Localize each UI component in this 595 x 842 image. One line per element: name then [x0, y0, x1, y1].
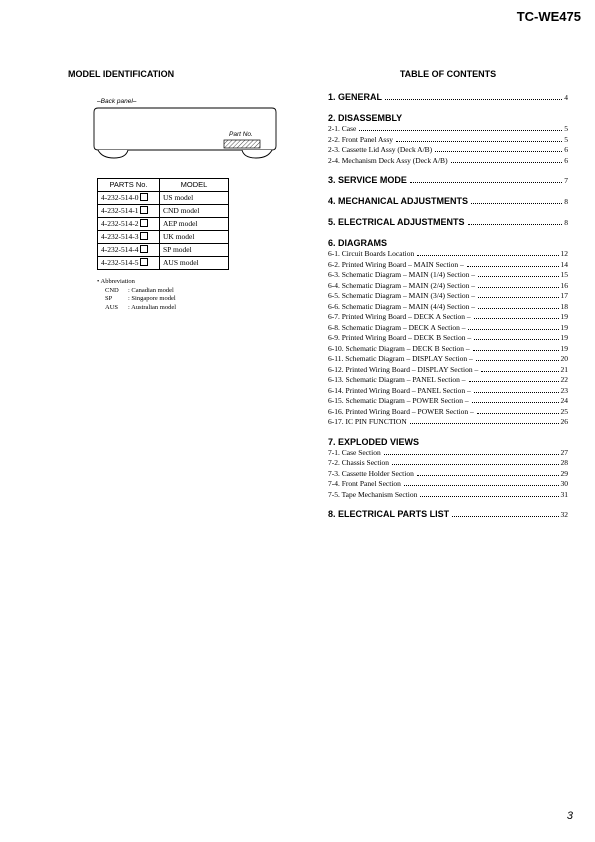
dot-leader [474, 392, 559, 393]
abbreviation-notes [97, 278, 176, 313]
dot-leader [474, 339, 558, 340]
toc-item[interactable] [328, 312, 568, 323]
toc-item-page: 12 [560, 249, 568, 258]
toc-page-number: 32 [560, 510, 568, 519]
parts-no-cell [98, 231, 160, 244]
table-row [98, 244, 229, 257]
toc-section-title: 3. SERVICE MODE [328, 175, 407, 185]
toc-section-heading[interactable] [328, 113, 568, 123]
page-number: 3 [566, 810, 573, 822]
toc-item-page: 18 [560, 301, 568, 311]
dot-leader [420, 496, 558, 497]
dot-leader [392, 464, 558, 465]
toc-section-title: 8. ELECTRICAL PARTS LIST [328, 509, 450, 519]
parts-no-text: 4-232-514-3 [101, 232, 139, 241]
toc-section-title: 2. DISASSEMBLY [328, 113, 403, 123]
toc-item[interactable] [328, 135, 568, 146]
toc-section [328, 238, 568, 428]
toc-item-page: 16 [560, 280, 568, 290]
toc-item-label: 2-2. Front Panel Assy [328, 134, 394, 144]
toc-item[interactable] [328, 375, 568, 386]
abbreviation-key: CND [105, 286, 119, 294]
dot-leader [468, 224, 563, 225]
toc-section-title: 6. DIAGRAMS [328, 238, 388, 248]
dot-leader [477, 413, 559, 414]
abbreviation-title: • Abbreviation [97, 278, 135, 285]
table-row [98, 257, 229, 270]
abbreviation-item [97, 295, 176, 304]
toc-item-page: 5 [564, 124, 568, 133]
parts-no-cell [98, 244, 160, 257]
toc-section-heading[interactable] [328, 92, 568, 102]
toc-item[interactable] [328, 344, 568, 355]
abbreviation-item [97, 304, 176, 313]
toc-item-page: 19 [560, 333, 568, 342]
toc-section-heading[interactable] [328, 238, 568, 248]
abbreviation-value: : Canadian model [128, 286, 174, 294]
toc-item-label: 6-9. Printed Wiring Board – DECK B Section – [328, 333, 472, 342]
dot-leader [404, 485, 559, 486]
dot-leader [478, 308, 558, 309]
toc-section-title: 5. ELECTRICAL ADJUSTMENTS [328, 217, 465, 227]
toc-item[interactable] [328, 281, 568, 292]
toc-item-label: 7-4. Front Panel Section [328, 479, 401, 488]
model-number: TC-WE475 [516, 9, 581, 24]
suffix-box-icon [140, 219, 148, 227]
toc-item-page: 6 [564, 145, 568, 154]
toc-item-label: 6-10. Schematic Diagram – DECK B Section – [328, 343, 470, 353]
dot-leader [472, 402, 559, 403]
toc-item-label: 6-12. Printed Wiring Board – DISPLAY Section – [328, 364, 479, 374]
toc-item-label: 6-8. Schematic Diagram – DECK A Section – [328, 322, 466, 332]
toc-section-title: 1. GENERAL [328, 92, 383, 102]
toc-item[interactable] [328, 386, 568, 397]
parts-no-cell [98, 192, 160, 205]
dot-leader [473, 350, 559, 351]
table-row [98, 192, 229, 205]
toc-item-page: 24 [560, 396, 568, 405]
toc-item-page: 19 [560, 312, 568, 321]
toc-section-heading[interactable] [328, 175, 568, 185]
toc-item-label: 6-17. IC PIN FUNCTION [328, 417, 407, 426]
parts-no-text: 4-232-514-0 [101, 193, 139, 202]
parts-no-cell [98, 205, 160, 218]
toc-item-page: 15 [560, 270, 568, 279]
toc-heading: TABLE OF CONTENTS [399, 69, 497, 79]
dot-leader [471, 203, 562, 204]
toc-item-page: 27 [560, 447, 568, 457]
toc-item-page: 6 [564, 155, 568, 165]
table-row [98, 218, 229, 231]
toc-item[interactable] [328, 479, 568, 490]
suffix-box-icon [140, 206, 148, 214]
toc-page-number: 8 [564, 197, 568, 206]
toc-item-label: 6-3. Schematic Diagram – MAIN (1/4) Section – [328, 270, 476, 279]
toc-page-number: 7 [564, 176, 568, 185]
dot-leader [476, 360, 559, 361]
toc-item[interactable] [328, 365, 568, 376]
dot-leader [451, 162, 563, 163]
toc-section [328, 437, 568, 501]
model-cell: AEP model [160, 218, 229, 231]
back-panel-drawing [92, 106, 282, 162]
toc-item-page: 25 [560, 406, 568, 416]
toc-item-label: 6-16. Printed Wiring Board – POWER Section – [328, 406, 474, 416]
toc-item-page: 23 [560, 385, 568, 395]
dot-leader [417, 475, 559, 476]
dot-leader [410, 182, 562, 183]
parts-model-table [97, 178, 229, 270]
dot-leader [384, 454, 559, 455]
dot-leader [359, 130, 562, 131]
toc-section [328, 196, 568, 206]
toc-section-heading[interactable] [328, 196, 568, 206]
toc-item-page: 22 [560, 375, 568, 384]
toc-item-page: 30 [560, 479, 568, 488]
toc-section-heading[interactable] [328, 509, 568, 519]
model-cell: SP model [160, 244, 229, 257]
toc-item-label: 2-1. Case [328, 124, 357, 133]
toc-section [328, 175, 568, 185]
toc-item[interactable] [328, 291, 568, 302]
toc-item[interactable] [328, 490, 568, 501]
parts-no-text: 4-232-514-1 [101, 206, 139, 215]
dot-leader [385, 99, 562, 100]
parts-no-cell [98, 257, 160, 270]
parts-no-header: PARTS No. [98, 179, 160, 192]
dot-leader [468, 329, 558, 330]
toc-section [328, 509, 568, 519]
parts-no-text: 4-232-514-5 [101, 258, 139, 267]
toc-item[interactable] [328, 469, 568, 480]
toc-item-label: 7-1. Case Section [328, 447, 381, 457]
toc-item[interactable] [328, 396, 568, 407]
parts-no-cell [98, 218, 160, 231]
model-header: MODEL [160, 179, 229, 192]
dot-leader [478, 297, 558, 298]
toc-item[interactable] [328, 260, 568, 271]
toc-item[interactable] [328, 407, 568, 418]
parts-no-text: 4-232-514-2 [101, 219, 139, 228]
toc-item[interactable] [328, 249, 568, 260]
table-row [98, 231, 229, 244]
table-row [98, 205, 229, 218]
model-cell: CND model [160, 205, 229, 218]
dot-leader [481, 371, 558, 372]
toc-item-label: 7-2. Chassis Section [328, 458, 390, 467]
toc-section-heading[interactable] [328, 437, 568, 447]
toc-item-label: 6-14. Printed Wiring Board – PANEL Section – [328, 385, 471, 395]
toc-item[interactable] [328, 333, 568, 344]
toc-item-label: 6-15. Schematic Diagram – POWER Section – [328, 396, 469, 405]
toc-section [328, 217, 568, 227]
toc-item-label: 6-5. Schematic Diagram – MAIN (3/4) Section – [328, 291, 476, 300]
abbreviation-key: SP [105, 295, 113, 303]
toc-section-heading[interactable] [328, 217, 568, 227]
toc-item[interactable] [328, 302, 568, 313]
toc-item-page: 31 [560, 489, 568, 499]
part-no-label: Part No. [229, 131, 253, 138]
abbreviation-item [97, 287, 176, 296]
toc-item-page: 14 [560, 259, 568, 269]
toc-item-label: 6-6. Schematic Diagram – MAIN (4/4) Section – [328, 301, 476, 311]
toc-page-number: 4 [564, 93, 568, 102]
toc-item-label: 6-7. Printed Wiring Board – DECK A Section – [328, 312, 471, 321]
toc-item-page: 20 [560, 354, 568, 363]
toc-item-label: 2-3. Cassette Lid Assy (Deck A/B) [328, 145, 433, 154]
toc-item-label: 6-1. Circuit Boards Location [328, 249, 415, 258]
parts-no-text: 4-232-514-4 [101, 245, 139, 254]
abbreviation-value: : Singapore model [128, 295, 176, 303]
toc-item-label: 6-4. Schematic Diagram – MAIN (2/4) Section – [328, 280, 476, 290]
suffix-box-icon [140, 232, 148, 240]
suffix-box-icon [140, 245, 148, 253]
back-panel-label: –Back panel– [97, 98, 137, 105]
model-cell: US model [160, 192, 229, 205]
toc-section-title: 4. MECHANICAL ADJUSTMENTS [328, 196, 469, 206]
toc-item[interactable] [328, 458, 568, 469]
model-cell: AUS model [160, 257, 229, 270]
toc-item-page: 28 [560, 458, 568, 467]
toc-item-page: 19 [560, 322, 568, 332]
toc-item-label: 7-3. Cassette Holder Section [328, 468, 414, 478]
table-of-contents [328, 92, 568, 519]
toc-item[interactable] [328, 145, 568, 156]
model-identification-heading: MODEL IDENTIFICATION [68, 69, 175, 79]
toc-page-number: 8 [564, 218, 568, 227]
toc-item-label: 6-2. Printed Wiring Board – MAIN Section – [328, 259, 464, 269]
dot-leader [417, 255, 558, 256]
toc-item-page: 29 [560, 468, 568, 478]
dot-leader [410, 423, 559, 424]
toc-item[interactable] [328, 156, 568, 167]
dot-leader [478, 276, 558, 277]
toc-item-page: 17 [560, 291, 568, 300]
toc-item-label: 2-4. Mechanism Deck Assy (Deck A/B) [328, 155, 448, 165]
toc-section-title: 7. EXPLODED VIEWS [328, 436, 420, 447]
toc-section [328, 113, 568, 166]
dot-leader [469, 381, 559, 382]
toc-item[interactable] [328, 124, 568, 135]
dot-leader [396, 141, 562, 142]
toc-item-label: 6-11. Schematic Diagram – DISPLAY Section – [328, 354, 473, 363]
dot-leader [467, 266, 559, 267]
part-no-label-area [224, 140, 260, 148]
toc-item-label: 7-5. Tape Mechanism Section [328, 489, 418, 499]
dot-leader [478, 287, 558, 288]
abbreviation-key: AUS [105, 304, 119, 312]
dot-leader [474, 318, 559, 319]
toc-section [328, 92, 568, 102]
toc-item[interactable] [328, 270, 568, 281]
toc-item[interactable] [328, 417, 568, 428]
toc-item-page: 19 [560, 343, 568, 353]
toc-item-label: 6-13. Schematic Diagram – PANEL Section – [328, 375, 466, 384]
model-cell: UK model [160, 231, 229, 244]
dot-leader [452, 516, 558, 517]
toc-item-page: 5 [564, 134, 568, 144]
suffix-box-icon [140, 258, 148, 266]
dot-leader [435, 151, 562, 152]
toc-item-page: 21 [560, 364, 568, 374]
toc-item[interactable] [328, 448, 568, 459]
abbreviation-value: : Australian model [128, 304, 177, 312]
suffix-box-icon [140, 193, 148, 201]
toc-item[interactable] [328, 323, 568, 334]
toc-item[interactable] [328, 354, 568, 365]
toc-item-page: 26 [560, 417, 568, 426]
